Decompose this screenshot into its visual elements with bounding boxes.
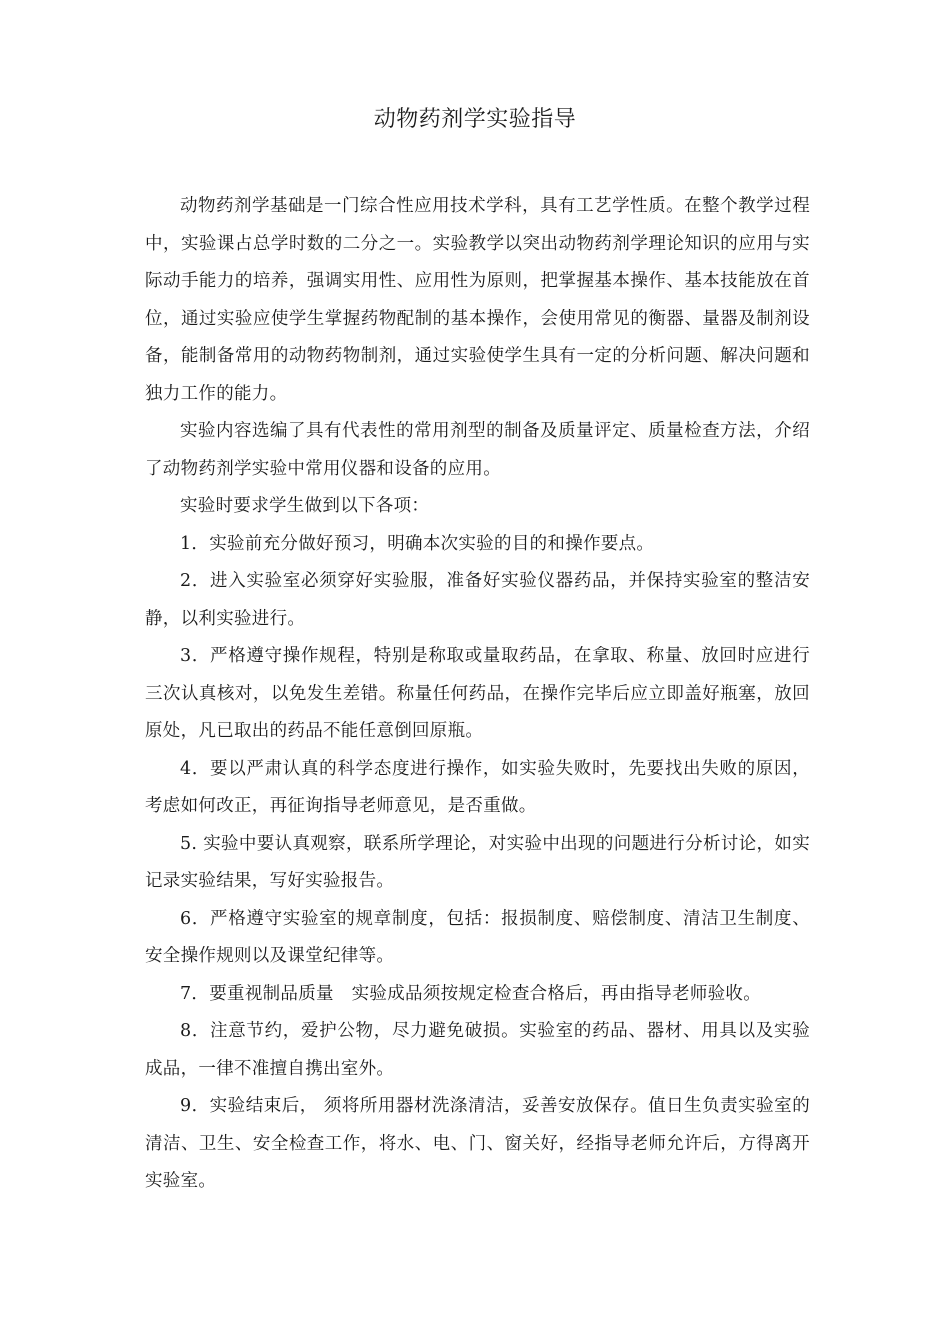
requirement-item-6: 6．严格遵守实验室的规章制度，包括：报损制度、赔偿制度、清洁卫生制度、安全操作规则以及课堂纪律等。: [145, 908, 810, 966]
requirement-item-4: 4．要以严肃认真的科学态度进行操作，如实验失败时，先要找出失败的原因，考虑如何改正，再征询指导老师意见，是否重做。: [145, 758, 810, 816]
document-body: [145, 188, 810, 1201]
requirement-item-7: 7．要重视制品质量 实验成品须按规定检查合格后，再由指导老师验收。: [180, 983, 762, 1004]
intro-paragraph: 动物药剂学基础是一门综合性应用技术学科，具有工艺学性质。在整个教学过程中，实验课占总学时数的二分之一。实验教学以突出动物药剂学理论知识的应用与实际动手能力的培养，强调实用性、应用性为原则，把掌握基本操作、基本技能放在首位，通过实验应使学生掌握药物配制的基本操作，会使用常见的衡器、量器及制剂设备，能制备常用的动物药物制剂，通过实验使学生具有一定的分析问题、解决问题和独力工作的能力。: [145, 196, 810, 404]
requirement-item-9: 9．实验结束后， 须将所用器材洗涤清洁，妥善安放保存。值日生负责实验室的清洁、卫生、安全检查工作，将水、电、门、窗关好，经指导老师允许后，方得离开实验室。: [145, 1096, 810, 1191]
requirement-item-3: 3．严格遵守操作规程，特别是称取或量取药品，在拿取、称量、放回时应进行三次认真核对，以免发生差错。称量任何药品，在操作完毕后应立即盖好瓶塞，放回原处，凡已取出的药品不能任意倒回原瓶。: [145, 646, 810, 741]
requirement-item-2: 2．进入实验室必须穿好实验服，准备好实验仪器药品，并保持实验室的整洁安静，以利实验进行。: [145, 571, 810, 629]
requirement-item-8: 8．注意节约，爱护公物，尽力避免破损。实验室的药品、器材、用具以及实验成品，一律不准擅自携出室外。: [145, 1021, 810, 1079]
document-title: 动物药剂学实验指导: [373, 107, 577, 132]
requirement-item-5: 5. 实验中要认真观察，联系所学理论，对实验中出现的问题进行分析讨论，如实记录实验结果，写好实验报告。: [145, 833, 810, 891]
content-paragraph: 实验内容选编了具有代表性的常用剂型的制备及质量评定、质量检查方法，介绍了动物药剂学实验中常用仪器和设备的应用。: [145, 421, 810, 479]
requirements-intro: 实验时要求学生做到以下各项：: [180, 496, 430, 516]
requirement-item-1: 1．实验前充分做好预习，明确本次实验的目的和操作要点。: [180, 533, 655, 554]
